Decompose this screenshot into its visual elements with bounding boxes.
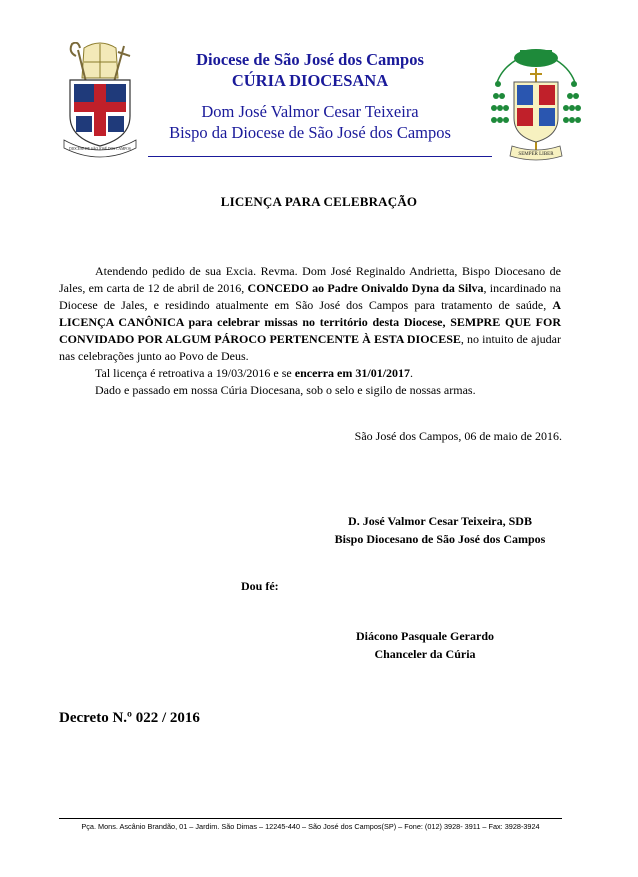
header-divider — [148, 156, 492, 157]
footer-address: Pça. Mons. Ascânio Brandão, 01 – Jardim. São Dimas – 12245-440 – São José dos Campos(SP) – Fone: (012) 3928- 3911 – Fax: 3928-3924 — [81, 822, 540, 831]
body-paragraph-1: Atendendo pedido de sua Excia. Revma. Dom José Reginaldo Andrietta, Bispo Diocesano de Jales, em carta de 12 de abril de 2016, CONCEDO ao Padre Onivaldo Dyna da Silva, incardinado na Diocese de Jales, e residindo atualmente em São José dos Campos para tratamento de saúde, A LICENÇA CANÔNICA para celebrar missas no território desta Diocese, SEMPRE QUE FOR CONVIDADO POR ALGUM PÁROCO PERTENCENTE À ESTA DIOCESE, no intuito de ajudar nas celebrações junto ao Povo de Deus. — [59, 264, 562, 363]
right-crest-motto: SEMPER LIBER — [518, 152, 554, 157]
header-curia-name: CÚRIA DIOCESANA — [231, 71, 389, 90]
document-title: LICENÇA PARA CELEBRAÇÃO — [220, 194, 418, 209]
decree-number: Decreto N.º 022 / 2016 — [59, 710, 200, 726]
attestation-label: Dou fé: — [241, 579, 279, 593]
header-bishop-name: Dom José Valmor Cesar Teixeira — [201, 102, 419, 121]
header-diocese-name: Diocese de São José dos Campos — [196, 50, 424, 69]
body-paragraph-3: Dado e passado em nossa Cúria Diocesana, sob o selo e sigilo de nossas armas. — [95, 383, 476, 397]
date-line: São José dos Campos, 06 de maio de 2016. — [354, 429, 562, 443]
bishop-signature-role: Bispo Diocesano de São José dos Campos — [334, 532, 546, 546]
left-crest-motto: DIOCESE DE SÃO JOSÉ DOS CAMPOS — [69, 147, 131, 151]
footer-divider — [59, 818, 562, 819]
diocese-coat-of-arms — [62, 42, 138, 158]
chancellor-role: Chanceler da Cúria — [374, 647, 476, 661]
chancellor-name: Diácono Pasquale Gerardo — [356, 629, 494, 643]
chancellor-signature-block — [355, 627, 495, 663]
header-bishop-title: Bispo da Diocese de São José dos Campos — [169, 123, 451, 142]
bishop-signature-name: D. José Valmor Cesar Teixeira, SDB — [348, 514, 532, 528]
body-paragraph-2: Tal licença é retroativa a 19/03/2016 e se encerra em 31/01/2017. — [95, 366, 414, 380]
document-body — [59, 263, 561, 399]
bishop-coat-of-arms — [490, 42, 582, 166]
